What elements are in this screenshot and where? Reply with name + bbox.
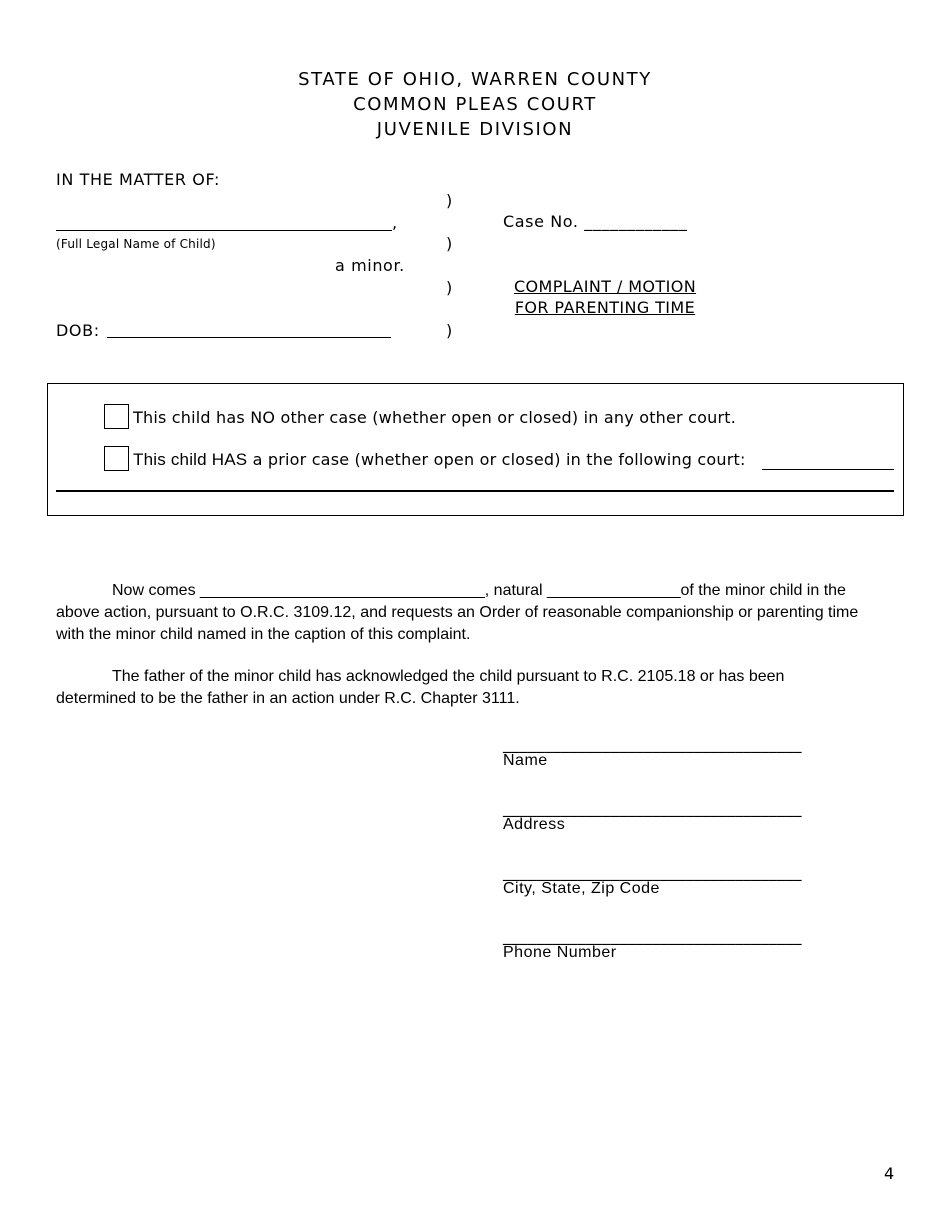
para2-line1: The father of the minor child has acknowledged the child pursuant to R.C. 2105.18 or has been — [112, 668, 785, 685]
caption-paren: ) — [446, 278, 453, 297]
address-field[interactable]: ____________________________________ — [503, 798, 802, 817]
has-prior-case-rest: a prior case (whether open or closed) in the following court: — [247, 450, 746, 469]
para2-line2: determined to be the father in an action under R.C. Chapter 3111. — [56, 690, 520, 707]
caption-paren: ) — [446, 191, 453, 210]
city-state-zip-field[interactable]: ____________________________________ — [503, 862, 802, 881]
prior-case-box — [47, 383, 904, 516]
child-name-comma: , — [392, 213, 398, 232]
court-name: COMMON PLEAS COURT — [353, 94, 597, 115]
dob-label: DOB: — [56, 321, 100, 340]
minor-text: a minor. — [335, 256, 405, 275]
para1-line1: Now comes ________________________________, natural _______________of the minor child in the — [112, 582, 846, 599]
court-state-county: STATE OF OHIO, WARREN COUNTY — [298, 69, 652, 90]
caption-paren: ) — [446, 234, 453, 253]
city-state-zip-label: City, State, Zip Code — [503, 880, 660, 897]
prior-court-field[interactable] — [762, 469, 894, 470]
has-prior-case-label — [133, 450, 746, 470]
child-name-note: (Full Legal Name of Child) — [56, 237, 216, 251]
prior-court-field-line2[interactable] — [56, 490, 894, 492]
motion-title-line1: COMPLAINT / MOTION — [513, 277, 697, 296]
para1-line2: above action, pursuant to O.R.C. 3109.12, and requests an Order of reasonable companionship or parenting time — [56, 604, 859, 621]
page-number: 4 — [884, 1164, 895, 1183]
name-label: Name — [503, 752, 548, 769]
matter-label: IN THE MATTER OF: — [56, 170, 221, 189]
phone-label: Phone Number — [503, 944, 617, 961]
phone-field[interactable]: ____________________________________ — [503, 926, 802, 945]
court-division: JUVENILE DIVISION — [376, 119, 574, 140]
name-field[interactable]: ____________________________________ — [503, 734, 802, 753]
motion-title-line2: FOR PARENTING TIME — [514, 298, 696, 317]
address-label: Address — [503, 816, 566, 833]
dob-field[interactable] — [107, 337, 391, 338]
has-prior-case-checkbox[interactable] — [104, 446, 129, 471]
no-other-case-label: This child has NO other case (whether open or closed) in any other court. — [133, 408, 736, 427]
has-prior-case-prefix: This child HAS — [133, 450, 248, 469]
no-other-case-checkbox[interactable] — [104, 404, 129, 429]
child-name-field[interactable] — [56, 230, 392, 231]
case-number: Case No. ____________ — [503, 212, 688, 231]
para1-line3: with the minor child named in the caption of this complaint. — [56, 626, 471, 643]
caption-paren: ) — [446, 321, 453, 340]
